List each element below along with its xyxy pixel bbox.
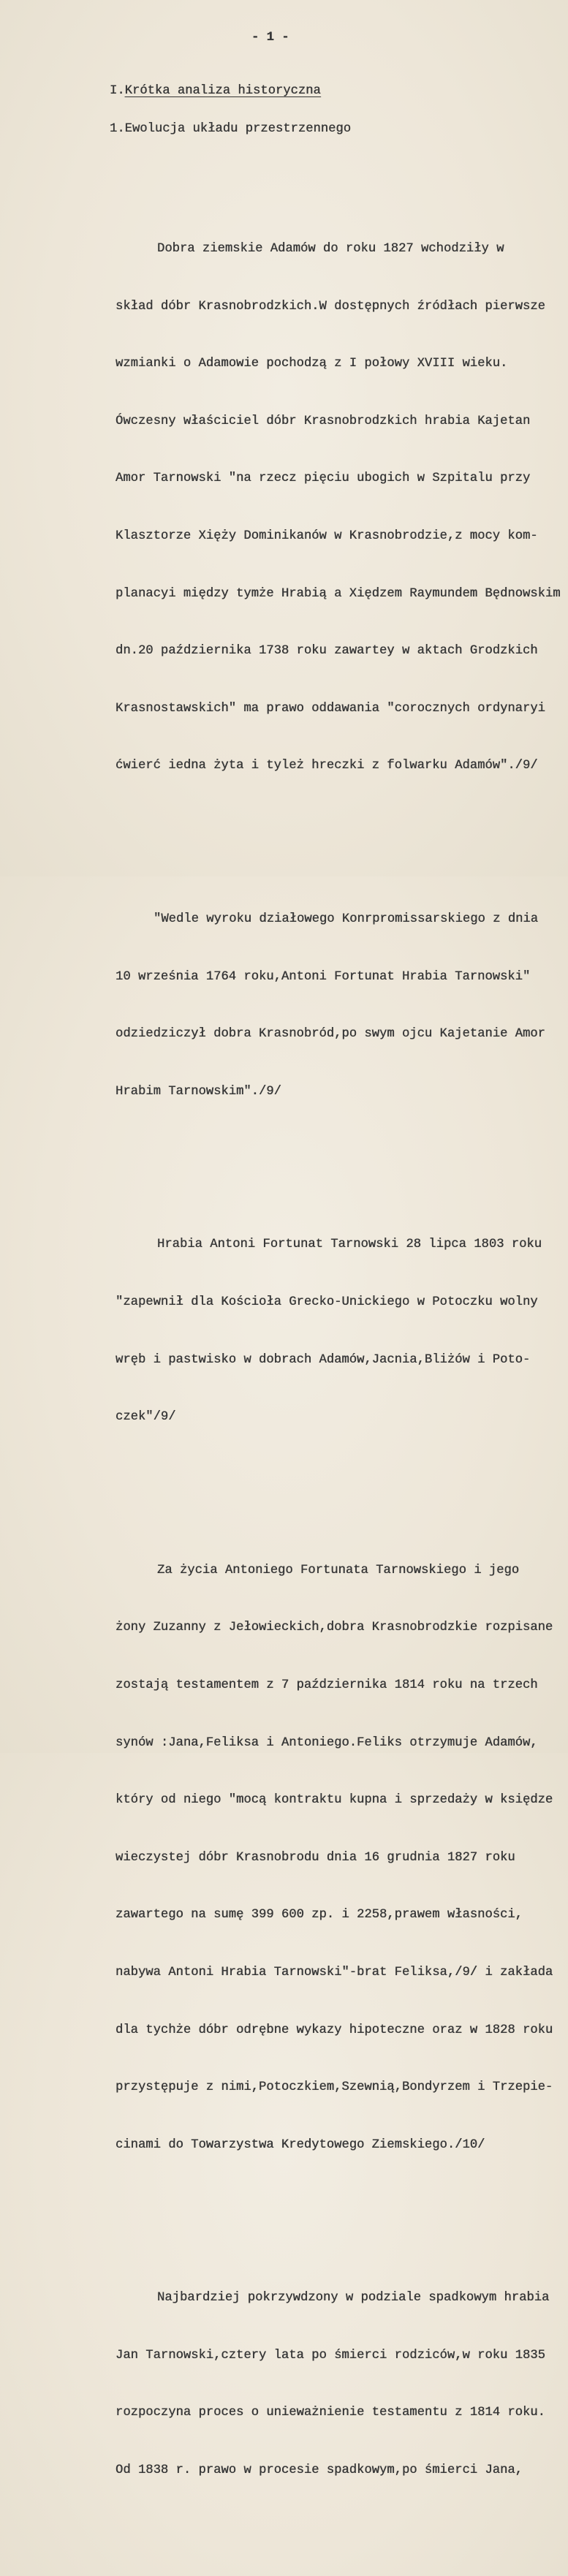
text-line: planacyi między tymże Hrabią a Xiędzem Raymundem Będnowskim (116, 586, 561, 601)
text-line: "zapewnił dla Kościoła Grecko-Unickiego w Potoczku wolny (116, 1295, 538, 1309)
text-line: zawartego na sumę 399 600 zp. i 2258,prawem własności, (116, 1908, 523, 1922)
text-line: ćwierć iedna żyta i tyleż hreczki z folwarku Adamów"./9/ (116, 759, 538, 773)
text-line: Amor Tarnowski "na rzecz pięciu ubogich w Szpitalu przy (116, 471, 531, 486)
text-line: rozpoczyna proces o unieważnienie testamentu z 1814 roku. (116, 2406, 545, 2420)
section-heading (110, 82, 321, 101)
paragraph (116, 1523, 565, 2193)
body-text (116, 144, 565, 2576)
paragraph (116, 872, 565, 1140)
text-line: synów :Jana,Feliksa i Antoniego.Feliks otrzymuje Adamów, (116, 1735, 538, 1750)
paragraph (116, 2251, 565, 2519)
text-line: Klasztorze Xięży Dominikanów w Krasnobrodzie,z mocy kom- (116, 529, 538, 543)
text-line: czek"/9/ (116, 1410, 176, 1425)
text-line: 10 września 1764 roku,Antoni Fortunat Hrabia Tarnowski" (116, 969, 531, 984)
text-line: dn.20 października 1738 roku zawartey w aktach Grodzkich (116, 644, 538, 659)
section-heading-prefix: I. (110, 84, 125, 98)
text-line: Najbardziej pokrzywdzony w podziale spadkowym hrabia (157, 2291, 550, 2306)
text-line: Dobra ziemskie Adamów do roku 1827 wchodziły w (157, 242, 504, 257)
text-line: cinami do Towarzystwa Kredytowego Ziemskiego./10/ (116, 2137, 485, 2152)
text-line: Hrabim Tarnowskim"./9/ (116, 1084, 281, 1099)
text-line: Ówczesny właściciel dóbr Krasnobrodzkich hrabia Kajetan (116, 414, 531, 428)
text-line: wręb i pastwisko w dobrach Adamów,Jacnia,Bliżów i Poto- (116, 1352, 531, 1367)
text-line: zostają testamentem z 7 października 1814 roku na trzech (116, 1678, 538, 1692)
text-line: skład dóbr Krasnobrodzkich.W dostępnych źródłach pierwsze (116, 299, 545, 314)
text-line: "Wedle wyroku działowego Konrpromissarskiego z dnia (154, 912, 539, 926)
text-line: odziedziczył dobra Krasnobród,po swym ojcu Kajetanie Amor (116, 1027, 545, 1042)
text-line: Za życia Antoniego Fortunata Tarnowskiego i jego (157, 1563, 520, 1577)
text-line: wzmianki o Adamowie pochodzą z I połowy XVIII wieku. (116, 357, 508, 371)
text-line: Krasnostawskich" ma prawo oddawania "corocznych ordynaryi (116, 701, 545, 716)
text-line: Jan Tarnowski,cztery lata po śmierci rodziców,w roku 1835 (116, 2348, 545, 2363)
text-line: nabywa Antoni Hrabia Tarnowski"-brat Feliksa,/9/ i zakłada (116, 1965, 553, 1980)
section-heading-title: Krótka analiza historyczna (124, 84, 321, 98)
text-line: przystępuje z nimi,Potoczkiem,Szewnią,Bondyrzem i Trzepie- (116, 2080, 553, 2095)
paragraph (116, 1197, 565, 1466)
text-line: Hrabia Antoni Fortunat Tarnowski 28 lipca 1803 roku (157, 1238, 542, 1252)
page-number: - 1 - (251, 31, 289, 45)
text-line: żony Zuzanny z Jełowieckich,dobra Krasnobrodzkie rozpisane (116, 1621, 553, 1635)
text-line: który od niego "mocą kontraktu kupna i sprzedaży w księdze (116, 1793, 553, 1808)
text-line: dla tychże dóbr odrębne wykazy hipoteczne oraz w 1828 roku (116, 2023, 553, 2037)
paragraph (116, 202, 565, 814)
subsection-heading: 1.Ewolucja układu przestrzennego (110, 122, 352, 136)
text-line: wieczystej dóbr Krasnobrodu dnia 16 grudnia 1827 roku (116, 1850, 515, 1865)
text-line: Od 1838 r. prawo w procesie spadkowym,po śmierci Jana, (116, 2463, 523, 2478)
